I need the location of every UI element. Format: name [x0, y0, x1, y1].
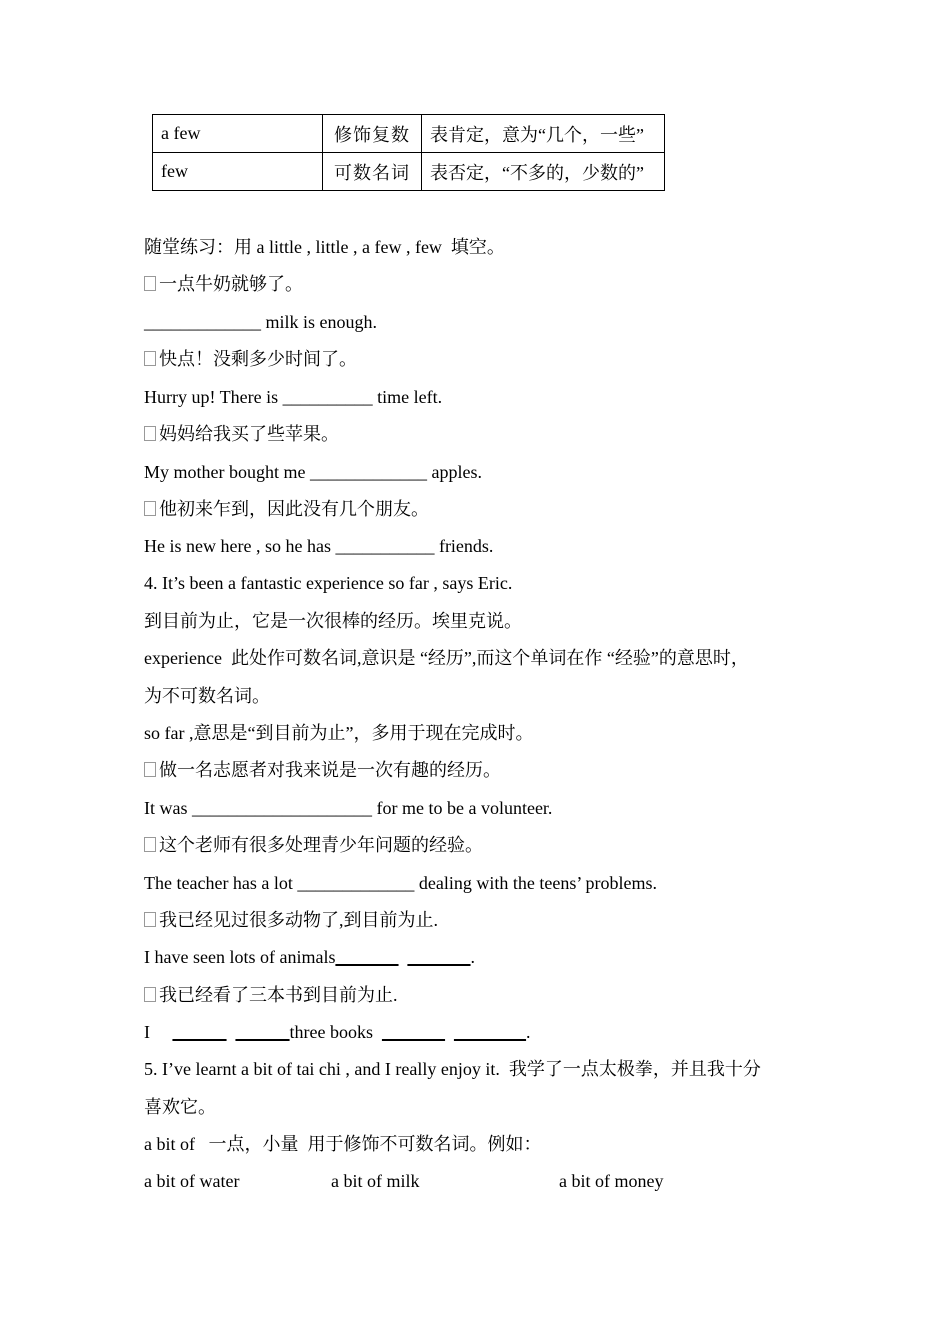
exercise-prompt: 做一名志愿者对我来说是一次有趣的经历。 — [144, 761, 501, 779]
section-heading: 5. I’ve learnt a bit of tai chi , and I really enjoy it. 我学了一点太极拳，并且我十分 — [144, 1059, 761, 1079]
exercise-prompt: 我已经看了三本书到目前为止. — [144, 986, 398, 1004]
checkbox-glyph-icon — [144, 276, 156, 291]
checkbox-glyph-icon — [144, 426, 156, 441]
table-row — [153, 153, 665, 191]
table-row — [153, 115, 665, 153]
answer-blank: _______ — [407, 947, 471, 967]
exercise-line: He is new here , so he has ___________ friends. — [144, 536, 494, 556]
explanation-line: a bit of 一点，小量 用于修饰不可数名词。例如： — [144, 1134, 542, 1154]
checkbox-glyph-icon — [144, 762, 156, 777]
exercise-line: It was ____________________ for me to be a volunteer. — [144, 798, 553, 818]
exercise-line: My mother bought me _____________ apples. — [144, 462, 482, 482]
checkbox-glyph-icon — [144, 501, 156, 516]
exercise-prompt: 他初来乍到，因此没有几个朋友。 — [144, 500, 429, 518]
exercise-prompt: 一点牛奶就够了。 — [144, 275, 303, 293]
explanation-line: so far ,意思是“到目前为止”，多用于现在完成时。 — [144, 723, 534, 743]
exercise-line: Hurry up! There is __________ time left. — [144, 387, 443, 407]
checkbox-glyph-icon — [144, 351, 156, 366]
exercise-prompt: 我已经见过很多动物了,到目前为止. — [144, 911, 438, 929]
word-cell: few — [153, 153, 323, 191]
answer-blank: _______ — [335, 947, 399, 967]
word-cell: a few — [153, 115, 323, 153]
exercise-line: The teacher has a lot _____________ dealing with the teens’ problems. — [144, 873, 658, 893]
exercise-line: I have seen lots of animals_______ _______. — [144, 947, 475, 967]
exercise-prompt: 这个老师有很多处理青少年问题的经验。 — [144, 836, 483, 854]
explanation-line: experience 此处作可数名词,意识是 “经历”,而这个单词在作 “经验”的意思时， — [144, 648, 749, 668]
section-heading-continued: 喜欢它。 — [144, 1097, 216, 1117]
example-item: a bit of milk — [331, 1171, 420, 1191]
usage-cell: 修饰复数 — [323, 115, 422, 153]
practice-instruction: 随堂练习：用 a little , little , a few , few 填空。 — [144, 237, 505, 257]
answer-blank: ______ — [235, 1022, 290, 1042]
answer-blank: _______ — [381, 1022, 445, 1042]
usage-cell: 可数名词 — [323, 153, 422, 191]
checkbox-glyph-icon — [144, 912, 156, 927]
section-heading: 4. It’s been a fantastic experience so far , says Eric. — [144, 573, 513, 593]
exercise-prompt: 快点！没剩多少时间了。 — [144, 350, 357, 368]
checkbox-glyph-icon — [144, 837, 156, 852]
example-item: a bit of money — [559, 1171, 664, 1191]
explanation-line: 为不可数名词。 — [144, 686, 270, 706]
meaning-cell: 表肯定，意为“几个，一些” — [422, 115, 665, 153]
translation-line: 到目前为止，它是一次很棒的经历。埃里克说。 — [144, 611, 522, 631]
answer-blank: ______ — [172, 1022, 227, 1042]
meaning-cell: 表否定，“不多的，少数的” — [422, 153, 665, 191]
exercise-line: _____________ milk is enough. — [144, 312, 377, 332]
checkbox-glyph-icon — [144, 987, 156, 1002]
answer-blank: ________ — [453, 1022, 526, 1042]
exercise-prompt: 妈妈给我买了些苹果。 — [144, 425, 339, 443]
exercise-line: I ______ ______three books _______ ________. — [144, 1022, 531, 1042]
grammar-table — [152, 114, 665, 191]
example-item: a bit of water — [144, 1171, 240, 1191]
